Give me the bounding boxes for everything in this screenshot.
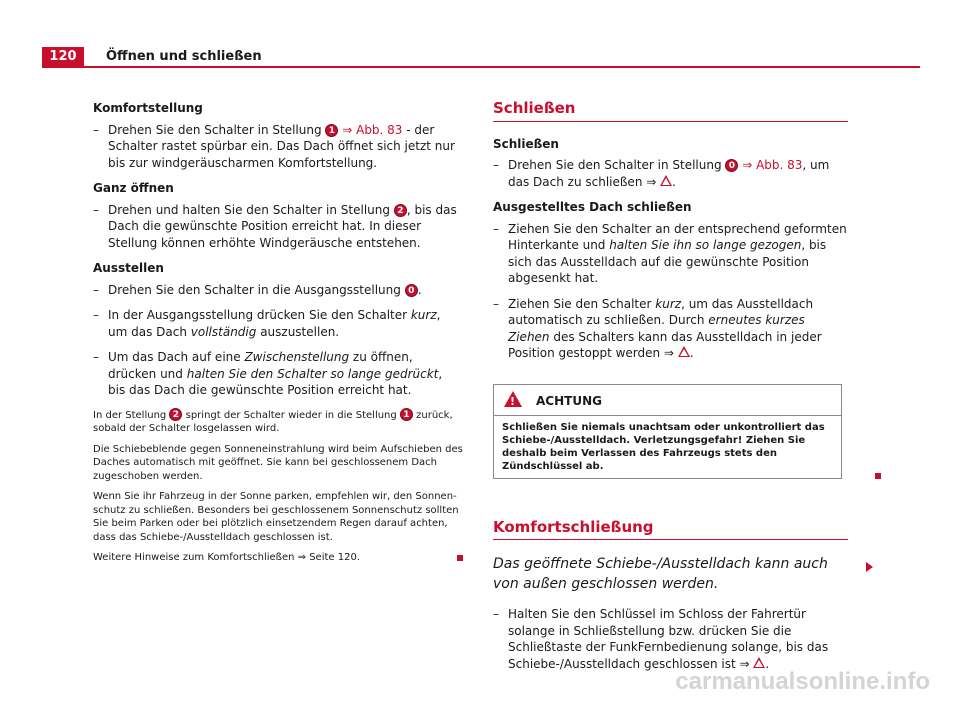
position-badge-2: 2 xyxy=(394,204,407,217)
step-ausstellen-2: – In der Ausgangsstellung drücken Sie den Schalter kurz, um das Dach vollständig auszustellen. xyxy=(93,307,463,340)
note-schiebeblende: Die Schiebeblende gegen Sonneneinstrahlung wird beim Aufschieben des Daches automatisch mit geöffnet. Sie kann bei geschlossenem Dach zugeschoben werden. xyxy=(93,443,463,482)
section-end-marker xyxy=(457,555,463,561)
figure-link-right[interactable]: ⇒ Abb. 83 xyxy=(738,158,803,172)
warning-icon[interactable] xyxy=(753,657,765,668)
position-badge-0: 0 xyxy=(405,284,418,297)
step-ausgestellt-1: – Ziehen Sie den Schalter an der entsprechend geformten Hinterkante und halten Sie ihn so lange gezogen, bis sich das Ausstelldach auf die gewünschte Position abgesenkt hat. xyxy=(493,221,848,287)
note-sonnenschutz: Wenn Sie ihr Fahrzeug in der Sonne parken, empfehlen wir, den Sonnenschutz zu schließen. Besonders bei geschlossenem Sonnenschutz sollten Sie beim Parken oder bei plötzlich einsetzendem Regen darauf achten, dass das Schiebe-/Ausstelldach geschlossen ist. xyxy=(93,491,459,543)
position-badge-0-right: 0 xyxy=(725,159,738,172)
next-page-arrow-icon[interactable] xyxy=(866,562,873,572)
step-komfortschliessung: – Halten Sie den Schlüssel im Schloss der Fahrertür solange in Schließstellung bzw. drücken Sie die Schließtaste der FunkFernbedienung solange, bis das Schiebe-/Ausstelldach geschlossen ist ⇒ . xyxy=(493,606,848,672)
section-title-schliessen: Schließen xyxy=(493,100,848,122)
warning-title: ACHTUNG xyxy=(536,393,602,408)
spacer xyxy=(493,479,848,519)
header-rule xyxy=(42,66,920,68)
step-schliessen: – Drehen Sie den Schalter in Stellung 0 ⇒ Abb. 83, um das Dach zu schließen ⇒ . xyxy=(493,157,848,190)
warning-box xyxy=(493,384,842,479)
heading-ganz-oeffnen: Ganz öffnen xyxy=(93,181,174,195)
figure-link[interactable]: ⇒ Abb. 83 xyxy=(342,122,403,137)
heading-schliessen: Schließen xyxy=(493,136,559,151)
position-badge-1-note: 1 xyxy=(400,408,413,421)
heading-ausgestelltes-dach: Ausgestelltes Dach schließen xyxy=(493,200,692,214)
step-komfortstellung: – Drehen Sie den Schalter in Stellung 1 ⇒ Abb. 83 - der Schalter rastet spürbar ein. Das Dach öffnet sich jetzt nur bis zur windgeräuscharmen Komfortstellung. xyxy=(93,122,463,172)
left-column xyxy=(93,100,463,572)
position-badge-1: 1 xyxy=(325,124,338,137)
page-header xyxy=(42,47,920,68)
warning-text: Schließen Sie niemals unachtsam oder unkontrolliert das Schiebe-/Ausstelldach. Verletzungsgefahr! Ziehen Sie deshalb beim Verlassen des Fahrzeugs stets den Zündschlüssel ab. xyxy=(502,421,825,472)
warning-header xyxy=(494,385,841,416)
note-weitere-hinweise: Weitere Hinweise zum Komfortschließen ⇒ Seite 120. xyxy=(93,551,463,565)
watermark: carmanualsonline.info xyxy=(675,668,930,695)
step-ausstellen-3: – Um das Dach auf eine Zwischenstellung zu öffnen, drücken und halten Sie den Schalter so lange gedrückt, bis das Dach die gewünschte Position erreicht hat. xyxy=(93,349,463,399)
step-ausstellen-1: – Drehen Sie den Schalter in die Ausgangsstellung 0 . xyxy=(93,282,463,299)
section-title-komfortschliessung: Komfortschließung xyxy=(493,519,848,541)
warning-icon[interactable] xyxy=(660,175,672,186)
right-column xyxy=(493,100,848,681)
page-number: 120 xyxy=(42,47,84,66)
warning-triangle-icon xyxy=(504,391,522,407)
step-ausgestellt-2: – Ziehen Sie den Schalter kurz, um das Ausstelldach automatisch zu schließen. Durch erneutes kurzes Ziehen des Schalters kann das Ausstelldach in jeder Position gestoppt werden ⇒ . xyxy=(493,296,848,362)
warning-icon[interactable] xyxy=(678,346,690,357)
position-badge-2-note: 2 xyxy=(169,408,182,421)
heading-ausstellen: Ausstellen xyxy=(93,261,164,275)
heading-komfortstellung: Komfortstellung xyxy=(93,101,203,115)
lead-text: Das geöffnete Schiebe-/Ausstelldach kann auch von außen geschlossen werden. xyxy=(493,556,828,592)
step-ganz-oeffnen: – Drehen und halten Sie den Schalter in Stellung 2 , bis das Dach die gewünschte Position erreicht hat. In dieser Stellung können erhöhte Windgeräusche entstehen. xyxy=(93,202,463,252)
note-stellung: In der Stellung 2 springt der Schalter wieder in die Stellung 1 zurück, sobald der Schalter losgelassen wird. xyxy=(93,409,453,434)
chapter-title: Öffnen und schließen xyxy=(106,49,262,64)
section-end-marker xyxy=(875,473,881,479)
